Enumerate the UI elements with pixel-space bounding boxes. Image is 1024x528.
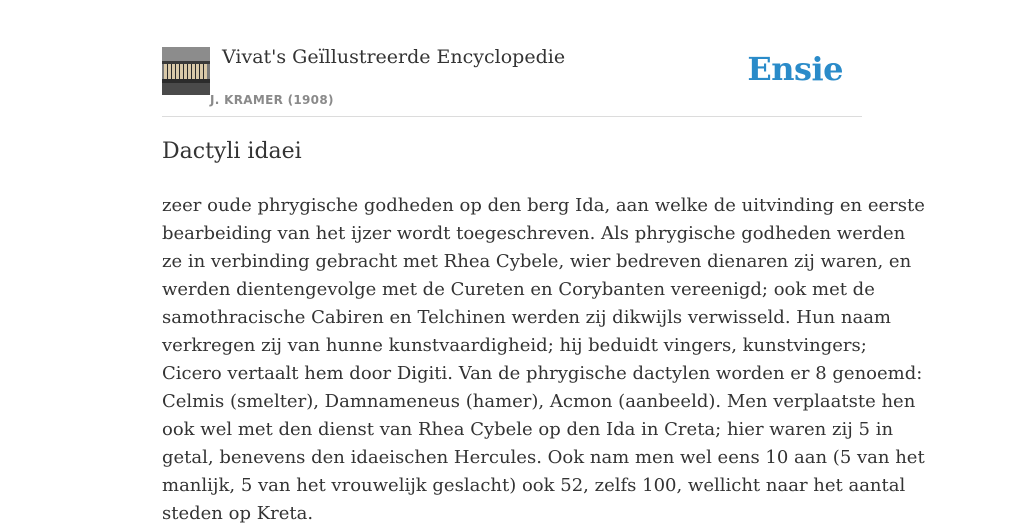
book-title[interactable]: Vivat's Geïllustreerde Encyclopedie bbox=[222, 46, 566, 68]
entry-body bbox=[162, 192, 925, 528]
book-cover-image bbox=[162, 47, 210, 95]
entry-body-line: steden op Kreta. bbox=[162, 503, 314, 524]
book-header bbox=[162, 46, 862, 117]
entry-body-line: verkregen zij van hunne kunstvaardigheid; hij beduidt vingers, kunstvingers; bbox=[162, 335, 867, 356]
entry-body-line: bearbeiding van het ijzer wordt toegeschreven. Als phrygische godheden werden bbox=[162, 223, 906, 244]
entry-body-line: zeer oude phrygische godheden op den berg Ida, aan welke de uitvinding en eerste bbox=[162, 195, 925, 216]
entry-body-line: manlijk, 5 van het vrouwelijk geslacht) ook 52, zelfs 100, wellicht naar het aantal bbox=[162, 475, 906, 496]
ensie-logo[interactable]: Ensie bbox=[747, 50, 843, 88]
entry-title: Dactyli idaei bbox=[162, 139, 302, 164]
entry-body-line: Celmis (smelter), Damnameneus (hamer), Acmon (aanbeeld). Men verplaatste hen bbox=[162, 391, 916, 412]
entry-body-line: ze in verbinding gebracht met Rhea Cybele, wier bedreven dienaren zij waren, en bbox=[162, 251, 912, 272]
entry-body-line: Cicero vertaalt hem door Digiti. Van de phrygische dactylen worden er 8 genoemd: bbox=[162, 363, 923, 384]
entry-body-line: werden dientengevolge met de Cureten en Corybanten vereenigd; ook met de bbox=[162, 279, 875, 300]
entry-body-line: samothracische Cabiren en Telchinen werden zij dikwijls verwisseld. Hun naam bbox=[162, 307, 891, 328]
entry-body-line: ook wel met den dienst van Rhea Cybele op den Ida in Creta; hier waren zij 5 in bbox=[162, 419, 894, 440]
entry-body-line: getal, benevens den idaeischen Hercules. Ook nam men wel eens 10 aan (5 van het bbox=[162, 447, 925, 468]
book-author[interactable]: J. KRAMER (1908) bbox=[210, 93, 334, 107]
book-cover-avatar[interactable] bbox=[162, 47, 210, 95]
